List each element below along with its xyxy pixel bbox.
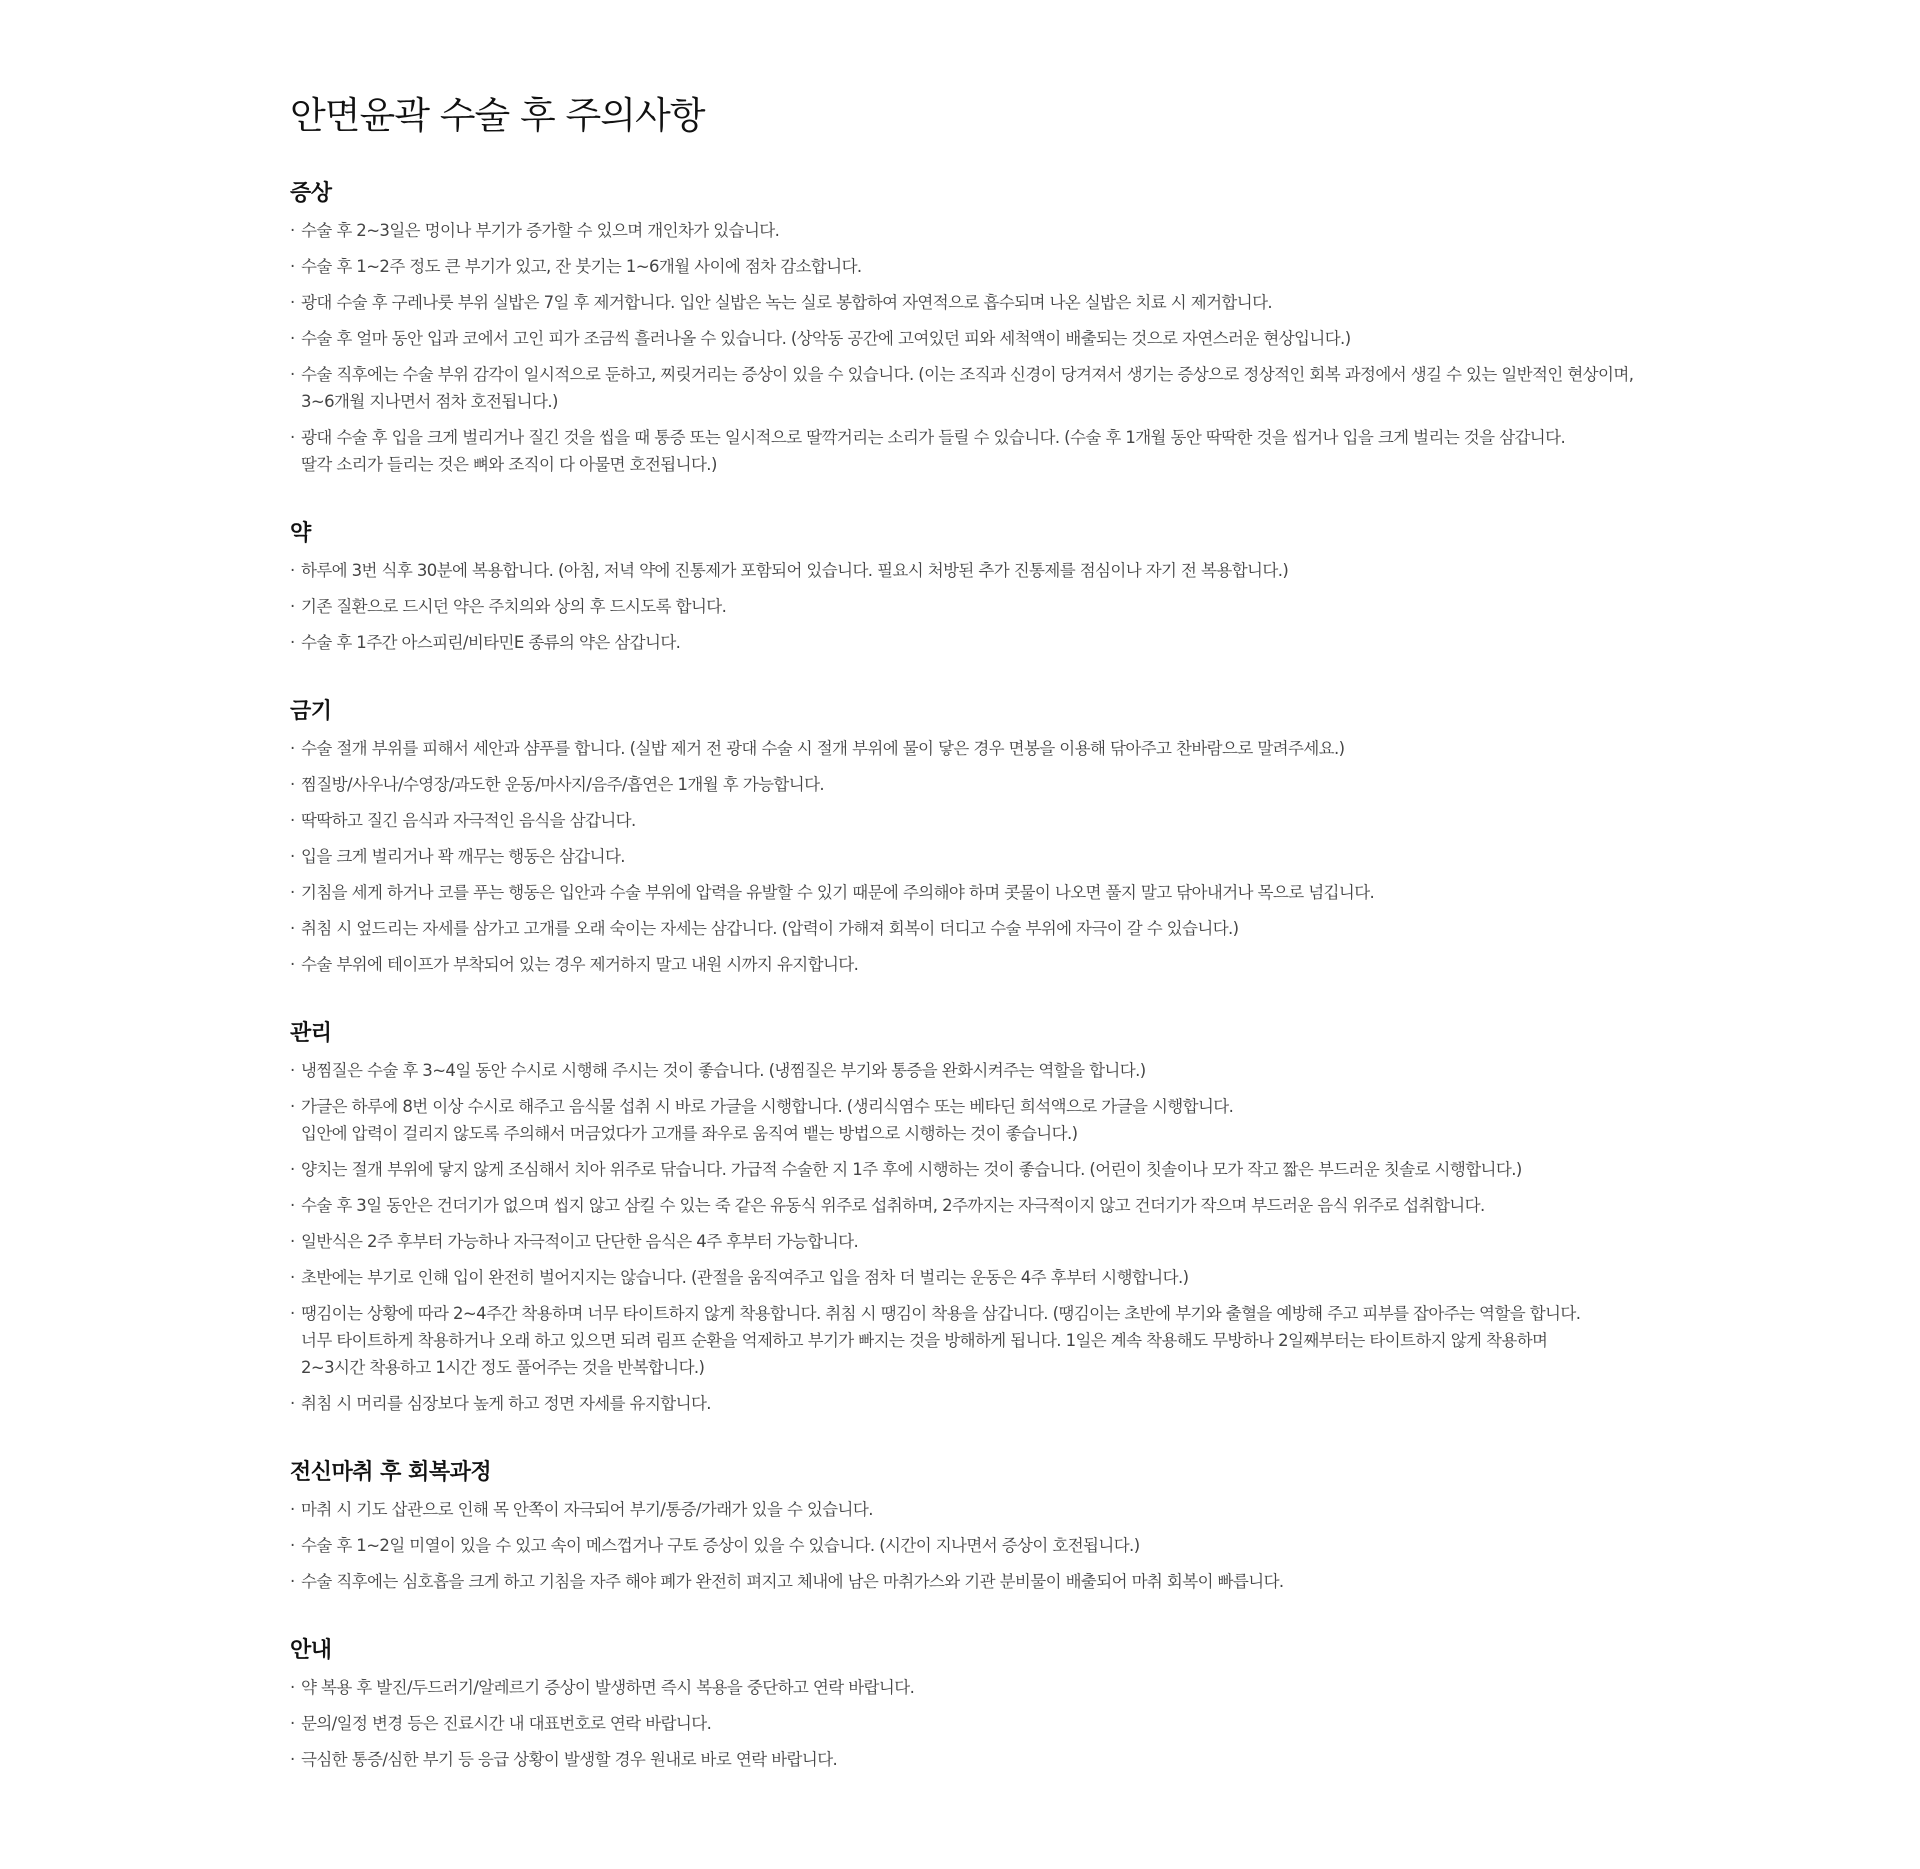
list-item-line: 너무 타이트하게 착용하거나 오래 하고 있으면 되려 림프 순환을 억제하고 부기가 빠지는 것을 방해하게 됩니다. 1일은 계속 착용해도 무방하나 2일째부터는 타이트하지 않게 착용하며 xyxy=(301,1331,1548,1350)
section-title: 증상 xyxy=(290,181,332,206)
list-item-line: · 초반에는 부기로 인해 입이 완전히 벌어지지는 않습니다. (관절을 움직여주고 입을 점차 더 벌리는 운동은 4주 후부터 시행합니다.) xyxy=(301,1268,1189,1287)
list-item-line: · 양치는 절개 부위에 닿지 않게 조심해서 치아 위주로 닦습니다. 가급적 수술한 지 1주 후에 시행하는 것이 좋습니다. (어린이 칫솔이나 모가 작고 짧은 부드러운 칫솔로 시행합니다.) xyxy=(301,1160,1522,1179)
list-item xyxy=(290,1568,1650,1595)
notice-content xyxy=(290,92,1650,1773)
sections-container xyxy=(290,179,1650,1773)
section-title: 관리 xyxy=(290,1021,332,1046)
section-2 xyxy=(290,519,1650,656)
section-title: 금기 xyxy=(290,699,332,724)
list-item-line: · 입을 크게 벌리거나 꽉 깨무는 행동은 삼갑니다. xyxy=(301,847,625,866)
list-item-line: · 수술 후 얼마 동안 입과 코에서 고인 피가 조금씩 흘러나올 수 있습니다. (상악동 공간에 고여있던 피와 세척액이 배출되는 것으로 자연스러운 현상입니다.) xyxy=(301,329,1351,348)
list-item xyxy=(290,361,1650,415)
list-item xyxy=(290,1093,1650,1147)
list-item-line: · 문의/일정 변경 등은 진료시간 내 대표번호로 연락 바랍니다. xyxy=(301,1714,712,1733)
list-item-line: · 수술 직후에는 수술 부위 감각이 일시적으로 둔하고, 찌릿거리는 증상이 있을 수 있습니다. (이는 조직과 신경이 당겨져서 생기는 증상으로 정상적인 회복 과정에서 생길 수 있는 일반적인 현상이며, xyxy=(301,365,1634,384)
list-item xyxy=(290,1264,1650,1291)
list-item xyxy=(290,253,1650,280)
list-item-line: · 취침 시 엎드리는 자세를 삼가고 고개를 오래 숙이는 자세는 삼갑니다. (압력이 가해져 회복이 더디고 수술 부위에 자극이 갈 수 있습니다.) xyxy=(301,919,1239,938)
list-item-line: · 광대 수술 후 구레나룻 부위 실밥은 7일 후 제거합니다. 입안 실밥은 녹는 실로 봉합하여 자연적으로 흡수되며 나온 실밥은 치료 시 제거합니다. xyxy=(301,293,1273,312)
list-item xyxy=(290,1710,1650,1737)
section-6 xyxy=(290,1636,1650,1773)
list-item xyxy=(290,557,1650,584)
list-item-line: · 수술 후 1~2주 정도 큰 부기가 있고, 잔 붓기는 1~6개월 사이에 점차 감소합니다. xyxy=(301,257,862,276)
list-item-line: · 가글은 하루에 8번 이상 수시로 해주고 음식물 섭취 시 바로 가글을 시행합니다. (생리식염수 또는 베타딘 희석액으로 가글을 시행합니다. xyxy=(301,1097,1234,1116)
list-item-line: · 수술 절개 부위를 피해서 세안과 샴푸를 합니다. (실밥 제거 전 광대 수술 시 절개 부위에 물이 닿은 경우 면봉을 이용해 닦아주고 찬바람으로 말려주세요.) xyxy=(301,739,1345,758)
list-item xyxy=(290,1300,1650,1381)
list-item-line: · 기존 질환으로 드시던 약은 주치의와 상의 후 드시도록 합니다. xyxy=(301,597,727,616)
list-item xyxy=(290,807,1650,834)
list-item xyxy=(290,1496,1650,1523)
section-5 xyxy=(290,1458,1650,1595)
list-item-line: 딸각 소리가 들리는 것은 뼈와 조직이 다 아물면 호전됩니다.) xyxy=(301,455,717,474)
list-item xyxy=(290,915,1650,942)
list-item-line: · 냉찜질은 수술 후 3~4일 동안 수시로 시행해 주시는 것이 좋습니다. (냉찜질은 부기와 통증을 완화시켜주는 역할을 합니다.) xyxy=(301,1061,1146,1080)
section-title: 약 xyxy=(290,521,311,546)
list-item xyxy=(290,1532,1650,1559)
list-item xyxy=(290,1057,1650,1084)
section-1 xyxy=(290,179,1650,478)
list-item xyxy=(290,217,1650,244)
list-item-line: · 땡김이는 상황에 따라 2~4주간 착용하며 너무 타이트하지 않게 착용합니다. 취침 시 땡김이 착용을 삼갑니다. (땡김이는 초반에 부기와 출혈을 예방해 주고 피부를 잡아주는 역할을 합니다. xyxy=(301,1304,1581,1323)
page-title: 안면윤곽 수술 후 주의사항 xyxy=(290,94,705,137)
list-item xyxy=(290,289,1650,316)
list-item-line: 3~6개월 지나면서 점차 호전됩니다.) xyxy=(301,392,558,411)
list-item-line: · 극심한 통증/심한 부기 등 응급 상황이 발생할 경우 원내로 바로 연락 바랍니다. xyxy=(301,1750,838,1769)
list-item-line: · 하루에 3번 식후 30분에 복용합니다. (아침, 저녁 약에 진통제가 포함되어 있습니다. 필요시 처방된 추가 진통제를 점심이나 자기 전 복용합니다.) xyxy=(301,561,1289,580)
list-item-line: · 수술 후 1~2일 미열이 있을 수 있고 속이 메스껍거나 구토 증상이 있을 수 있습니다. (시간이 지나면서 증상이 호전됩니다.) xyxy=(301,1536,1140,1555)
section-item-list xyxy=(290,217,1650,478)
list-item xyxy=(290,843,1650,870)
list-item-line: · 기침을 세게 하거나 코를 푸는 행동은 입안과 수술 부위에 압력을 유발할 수 있기 때문에 주의해야 하며 콧물이 나오면 풀지 말고 닦아내거나 목으로 넘깁니다. xyxy=(301,883,1375,902)
list-item xyxy=(290,1156,1650,1183)
list-item-line: 2~3시간 착용하고 1시간 정도 풀어주는 것을 반복합니다.) xyxy=(301,1358,705,1377)
list-item xyxy=(290,629,1650,656)
list-item xyxy=(290,325,1650,352)
list-item-line: · 수술 후 2~3일은 멍이나 부기가 증가할 수 있으며 개인차가 있습니다. xyxy=(301,221,780,240)
list-item xyxy=(290,1746,1650,1773)
section-title: 전신마취 후 회복과정 xyxy=(290,1460,492,1485)
list-item xyxy=(290,1390,1650,1417)
list-item-line: · 광대 수술 후 입을 크게 벌리거나 질긴 것을 씹을 때 통증 또는 일시적으로 딸깍거리는 소리가 들릴 수 있습니다. (수술 후 1개월 동안 딱딱한 것을 씹거나 입을 크게 벌리는 것을 삼갑니다. xyxy=(301,428,1566,447)
section-item-list xyxy=(290,1057,1650,1417)
list-item-line: · 수술 후 1주간 아스피린/비타민E 종류의 약은 삼갑니다. xyxy=(301,633,681,652)
list-item xyxy=(290,1674,1650,1701)
list-item xyxy=(290,735,1650,762)
list-item-line: · 찜질방/사우나/수영장/과도한 운동/마사지/음주/흡연은 1개월 후 가능합니다. xyxy=(301,775,825,794)
section-3 xyxy=(290,697,1650,978)
list-item-line: · 약 복용 후 발진/두드러기/알레르기 증상이 발생하면 즉시 복용을 중단하고 연락 바랍니다. xyxy=(301,1678,915,1697)
list-item-line: · 수술 부위에 테이프가 부착되어 있는 경우 제거하지 말고 내원 시까지 유지합니다. xyxy=(301,955,859,974)
list-item xyxy=(290,771,1650,798)
list-item xyxy=(290,1228,1650,1255)
list-item-line: · 수술 후 3일 동안은 건더기가 없으며 씹지 않고 삼킬 수 있는 죽 같은 유동식 위주로 섭취하며, 2주까지는 자극적이지 않고 건더기가 작으며 부드러운 음식 위주로 섭취합니다. xyxy=(301,1196,1485,1215)
list-item xyxy=(290,879,1650,906)
list-item-line: · 마취 시 기도 삽관으로 인해 목 안쪽이 자극되어 부기/통증/가래가 있을 수 있습니다. xyxy=(301,1500,873,1519)
section-title: 안내 xyxy=(290,1638,332,1663)
section-item-list xyxy=(290,1496,1650,1595)
list-item xyxy=(290,424,1650,478)
list-item-line: · 수술 직후에는 심호흡을 크게 하고 기침을 자주 해야 폐가 완전히 펴지고 체내에 남은 마취가스와 기관 분비물이 배출되어 마취 회복이 빠릅니다. xyxy=(301,1572,1284,1591)
list-item xyxy=(290,951,1650,978)
list-item-line: · 딱딱하고 질긴 음식과 자극적인 음식을 삼갑니다. xyxy=(301,811,636,830)
list-item-line: 입안에 압력이 걸리지 않도록 주의해서 머금었다가 고개를 좌우로 움직여 뱉는 방법으로 시행하는 것이 좋습니다.) xyxy=(301,1124,1078,1143)
list-item xyxy=(290,1192,1650,1219)
section-item-list xyxy=(290,735,1650,978)
section-item-list xyxy=(290,557,1650,656)
section-item-list xyxy=(290,1674,1650,1773)
list-item-line: · 취침 시 머리를 심장보다 높게 하고 정면 자세를 유지합니다. xyxy=(301,1394,711,1413)
section-4 xyxy=(290,1019,1650,1417)
list-item xyxy=(290,593,1650,620)
list-item-line: · 일반식은 2주 후부터 가능하나 자극적이고 단단한 음식은 4주 후부터 가능합니다. xyxy=(301,1232,859,1251)
